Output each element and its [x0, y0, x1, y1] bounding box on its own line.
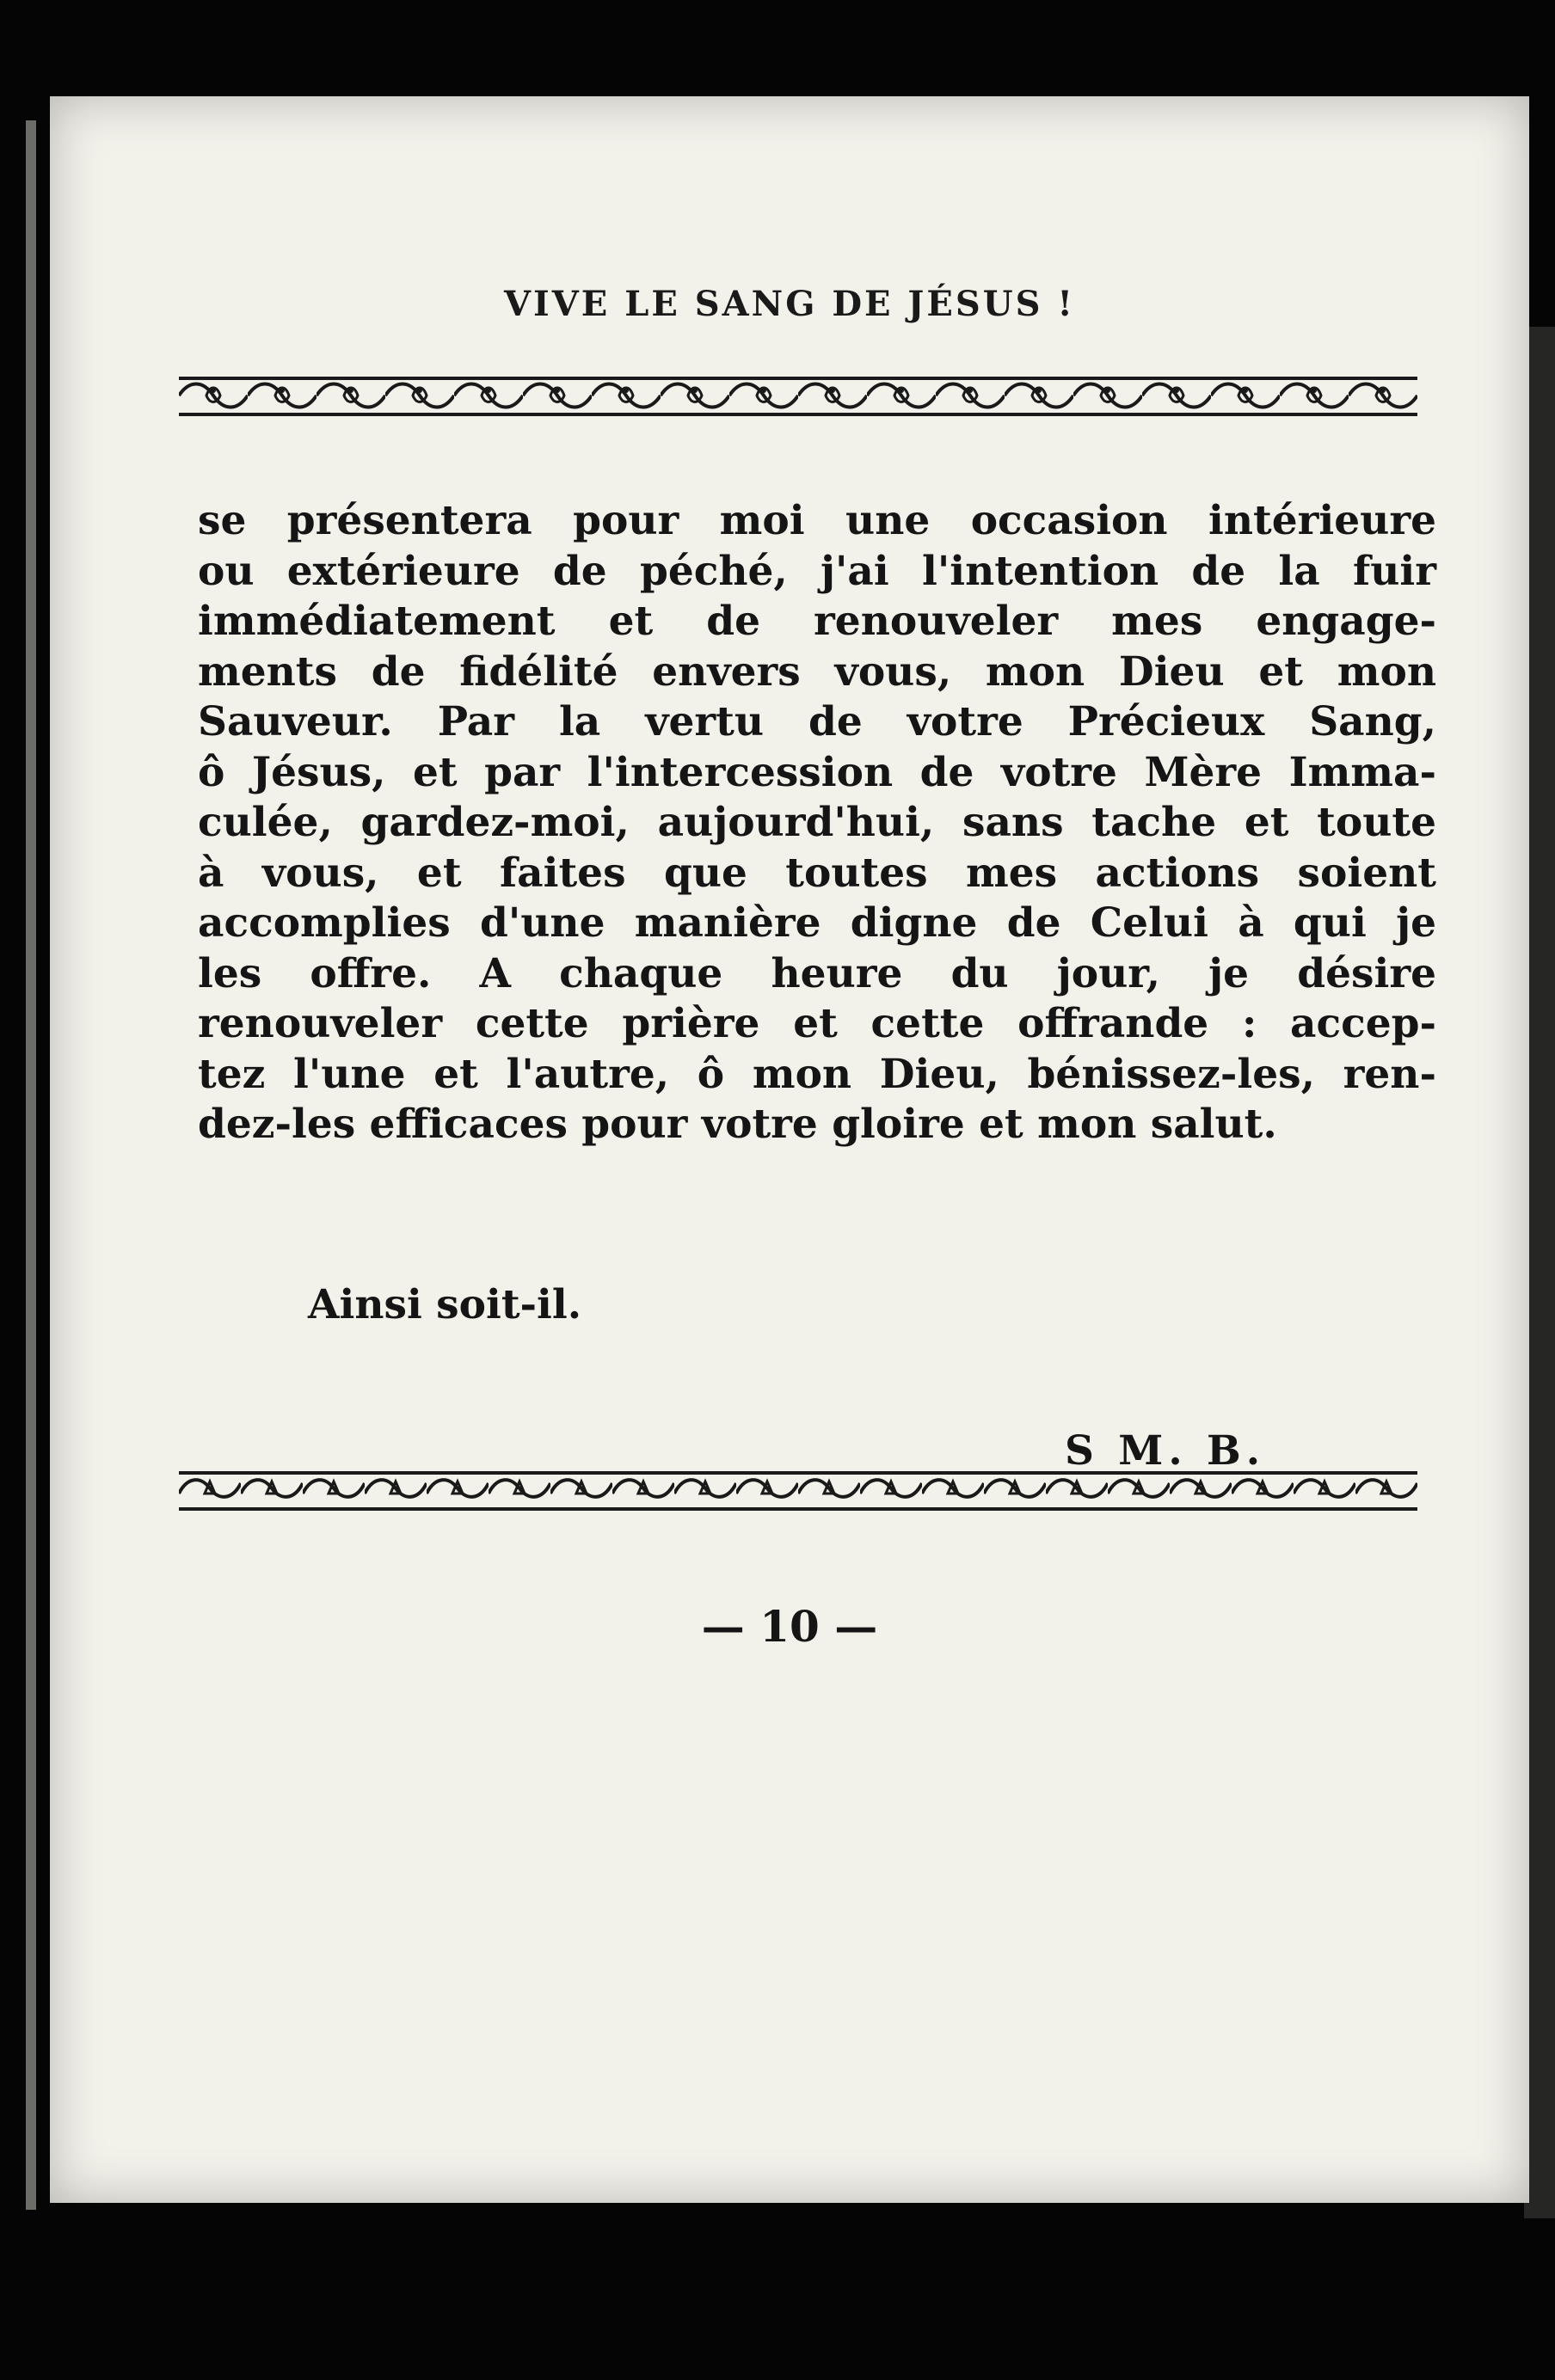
- text-line: les offre. A chaque heure du jour, je désire: [198, 949, 1436, 997]
- text-line: accomplies d'une manière digne de Celui à qui je: [198, 899, 1436, 947]
- running-head: VIVE LE SANG DE JÉSUS !: [504, 284, 1075, 324]
- ornamental-rule-bottom: [179, 1468, 1417, 1512]
- closing-line: Ainsi soit-il.: [308, 1281, 582, 1328]
- page-number: — 10 —: [701, 1601, 878, 1652]
- page-edge: [26, 120, 36, 2210]
- ornamental-rule-top: [179, 373, 1417, 418]
- text-line: ô Jésus, et par l'intercession de votre Mère Imma-: [198, 748, 1436, 796]
- text-line: ou extérieure de péché, j'ai l'intention de la fuir: [198, 547, 1436, 595]
- booklet-page: [50, 96, 1529, 2203]
- text-line: ments de fidélité envers vous, mon Dieu et mon: [198, 647, 1436, 696]
- text-line: tez l'une et l'autre, ô mon Dieu, bénissez-les, ren-: [198, 1050, 1436, 1098]
- text-line: culée, gardez-moi, aujourd'hui, sans tache et toute: [198, 799, 1436, 846]
- text-line: immédiatement et de renouveler mes engage-: [198, 598, 1436, 645]
- signature: S M. B.: [1065, 1427, 1266, 1475]
- text-line: Sauveur. Par la vertu de votre Précieux Sang,: [198, 698, 1436, 745]
- text-line: dez-les efficaces pour votre gloire et mon salut.: [198, 1101, 1277, 1148]
- text-line: à vous, et faites que toutes mes actions soient: [198, 849, 1436, 897]
- text-line: se présentera pour moi une occasion intérieure: [198, 497, 1436, 544]
- text-line: renouveler cette prière et cette offrande : accep-: [198, 1000, 1436, 1047]
- prayer-text: [198, 496, 1436, 1150]
